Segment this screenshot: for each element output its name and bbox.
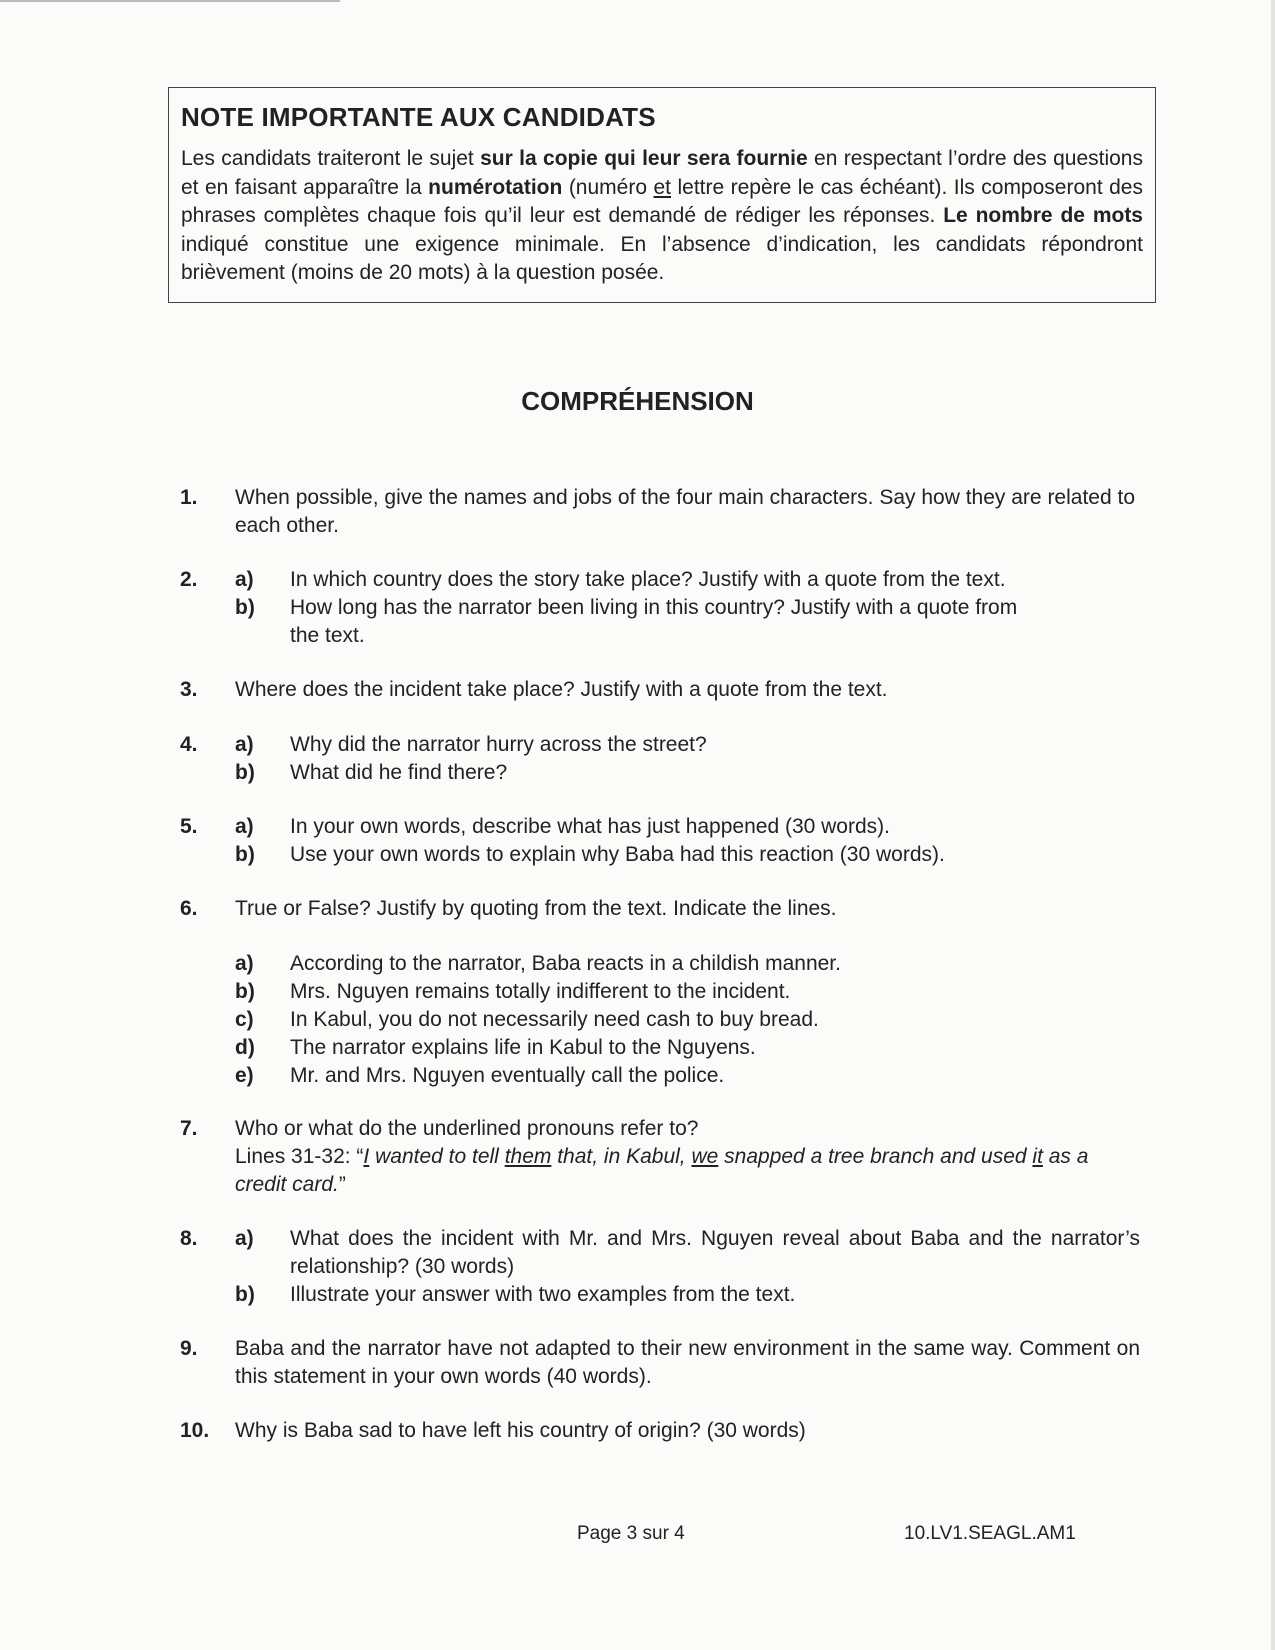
quote-part: that, in Kabul, — [551, 1145, 692, 1168]
scan-edge-line — [0, 0, 340, 2]
sub-label: b) — [235, 596, 255, 619]
sub-question-b — [235, 841, 1140, 869]
underlined-pronoun-we: we — [691, 1145, 719, 1168]
question-text: True or False? Justify by quoting from the text. Indicate the lines. — [235, 897, 837, 920]
note-title: NOTE IMPORTANTE AUX CANDIDATS — [181, 102, 656, 132]
quote-close: ” — [338, 1173, 346, 1196]
sub-label: a) — [235, 1227, 254, 1250]
question-1 — [180, 484, 1140, 540]
note-bold-1: sur la copie qui leur sera fournie — [480, 147, 808, 170]
sub-question-text: Mrs. Nguyen remains totally indifferent to the incident. — [290, 980, 791, 1003]
note-text-2: en respectant l’ordre des questions et en faisant apparaître la — [181, 147, 1143, 199]
sub-question-text: According to the narrator, Baba reacts in a childish manner. — [290, 952, 841, 975]
sub-label: a) — [235, 815, 254, 838]
question-number: 1. — [180, 486, 198, 509]
sub-label: b) — [235, 843, 255, 866]
question-4 — [180, 731, 1140, 787]
note-text-3: (numéro — [562, 175, 654, 199]
question-number: 2. — [180, 568, 198, 591]
question-7 — [180, 1115, 1140, 1199]
sub-question-text: In your own words, describe what has just happened (30 words). — [290, 815, 890, 838]
note-text-5: indiqué constitue une exigence minimale. En l’absence d’indication, les candidats répondront brièvement (moins de 20 mots) à la question posée. — [181, 232, 1143, 284]
question-number: 7. — [180, 1117, 198, 1140]
question-5 — [180, 813, 1140, 869]
note-body — [181, 145, 1143, 288]
question-8 — [180, 1225, 1140, 1309]
sub-question-text: Use your own words to explain why Baba had this reaction (30 words). — [290, 843, 945, 866]
sub-label: b) — [235, 1283, 255, 1306]
section-title: COMPRÉHENSION — [521, 386, 754, 416]
question-number: 4. — [180, 733, 198, 756]
underlined-pronoun-i: I — [363, 1145, 370, 1168]
sub-label: e) — [235, 1064, 254, 1087]
note-text-4: lettre repère le cas échéant). Ils composeront des phrases complètes chaque fois qu’il leur est demandé de rédiger les réponses. — [181, 175, 1143, 227]
sub-label: a) — [235, 733, 254, 756]
question-number: 5. — [180, 815, 198, 838]
important-note-box — [168, 87, 1156, 303]
sub-label: a) — [235, 568, 254, 591]
note-underline: et — [653, 175, 671, 199]
sub-question-text: Mr. and Mrs. Nguyen eventually call the police. — [290, 1064, 725, 1087]
sub-question-e — [235, 1062, 1140, 1090]
sub-question-c — [235, 1006, 1140, 1034]
question-number: 8. — [180, 1227, 198, 1250]
quote-part: as a credit card. — [235, 1145, 1089, 1196]
question-number: 9. — [180, 1337, 198, 1360]
sub-label: a) — [235, 952, 254, 975]
lines-prefix: Lines 31-32: “ — [235, 1145, 364, 1168]
sub-question-d — [235, 1034, 1140, 1062]
scan-right-edge — [1271, 0, 1275, 1650]
question-number: 10. — [180, 1419, 210, 1442]
sub-question-a — [235, 1225, 1140, 1281]
question-text: Where does the incident take place? Justify with a quote from the text. — [235, 678, 888, 701]
quote-part: snapped a tree branch and used — [718, 1145, 1033, 1168]
question-text: Baba and the narrator have not adapted to their new environment in the same way. Comment on this statement in your own words (40 words). — [235, 1337, 1140, 1388]
sub-question-text: In Kabul, you do not necessarily need cash to buy bread. — [290, 1008, 819, 1031]
question-6 — [180, 895, 1140, 1090]
document-code: 10.LV1.SEAGL.AM1 — [904, 1523, 1076, 1544]
page-number: Page 3 sur 4 — [577, 1523, 685, 1544]
sub-question-text: What does the incident with Mr. and Mrs. Nguyen reveal about Baba and the narrator’s relationship? (30 words) — [290, 1227, 1140, 1278]
note-text-1: Les candidats traiteront le sujet — [181, 147, 481, 170]
quote-part: wanted to tell — [369, 1145, 505, 1168]
note-bold-3: Le nombre de mots — [943, 204, 1143, 227]
question-9 — [180, 1335, 1140, 1391]
sub-label: c) — [235, 1008, 254, 1031]
question-text: Who or what do the underlined pronouns refer to? — [235, 1117, 699, 1140]
sub-question-a — [235, 566, 1140, 594]
question-text: When possible, give the names and jobs of the four main characters. Say how they are related to each other. — [235, 486, 1135, 537]
question-3 — [180, 676, 1140, 704]
underlined-pronoun-them: them — [504, 1145, 552, 1168]
sub-question-b — [235, 594, 1140, 650]
sub-question-text: What did he find there? — [290, 761, 508, 784]
question-10 — [180, 1417, 1140, 1445]
sub-question-text: In which country does the story take place? Justify with a quote from the text. — [290, 568, 1006, 591]
sub-question-a — [235, 950, 1140, 978]
sub-question-a — [235, 813, 1140, 841]
underlined-pronoun-it: it — [1032, 1145, 1043, 1168]
sub-label: b) — [235, 761, 255, 784]
quoted-lines — [235, 1143, 1140, 1199]
sub-question-b — [235, 759, 1140, 787]
sub-question-text: Illustrate your answer with two examples from the text. — [290, 1283, 796, 1306]
sub-question-b — [235, 978, 1140, 1006]
sub-question-text: The narrator explains life in Kabul to the Nguyens. — [290, 1036, 756, 1059]
sub-label: d) — [235, 1036, 255, 1059]
question-number: 3. — [180, 678, 198, 701]
question-2 — [180, 566, 1140, 650]
note-bold-2: numérotation — [428, 175, 563, 199]
sub-question-a — [235, 731, 1140, 759]
question-number: 6. — [180, 897, 198, 920]
sub-question-text: Why did the narrator hurry across the street? — [290, 733, 707, 756]
question-text: Why is Baba sad to have left his country of origin? (30 words) — [235, 1419, 806, 1442]
sub-label: b) — [235, 980, 255, 1003]
sub-question-text: How long has the narrator been living in this country? Justify with a quote from the text. — [290, 596, 1018, 647]
sub-question-b — [235, 1281, 1140, 1309]
